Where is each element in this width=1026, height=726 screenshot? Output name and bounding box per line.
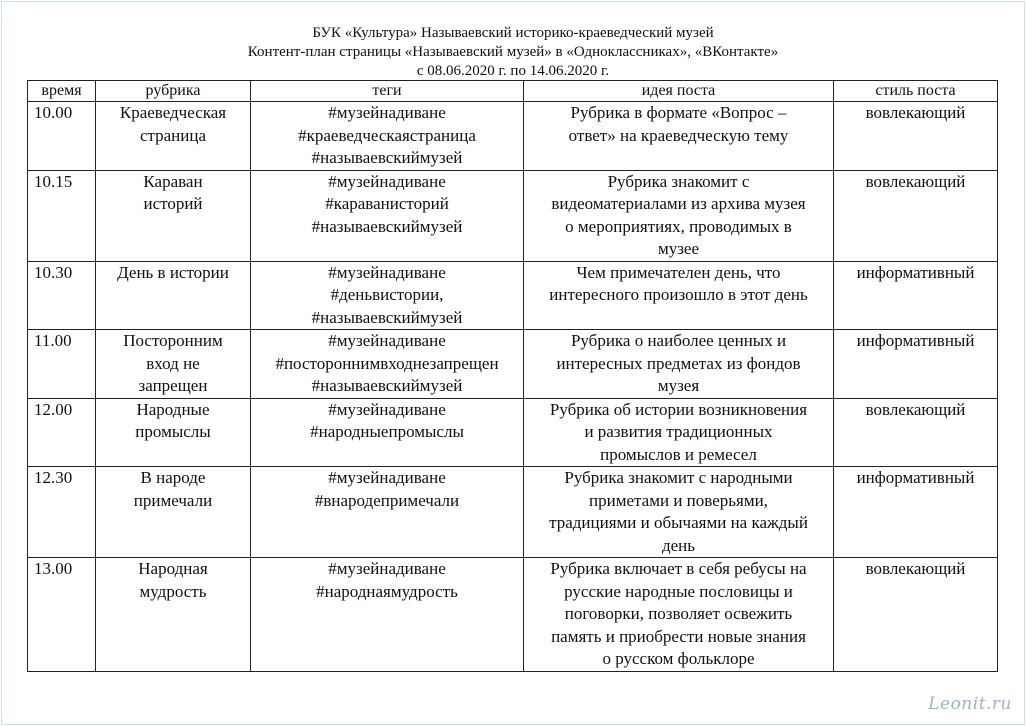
cell-idea: Рубрика знакомит с видеоматериалами из архива музея о мероприятиях, проводимых в музее <box>524 170 834 261</box>
cell-tags: #музейнадиване #внародепримечали <box>251 467 524 558</box>
column-header-tags: теги <box>251 81 524 102</box>
cell-time: 13.00 <box>28 558 96 672</box>
cell-rubric: Посторонним вход не запрещен <box>96 330 251 399</box>
cell-idea: Рубрика включает в себя ребусы на русские народные пословицы и поговорки, позволяет освежить память и приобрести новые знания о русском фольклоре <box>524 558 834 672</box>
watermark-logo: Leonit.ru <box>928 694 1012 714</box>
table-row <box>28 170 998 261</box>
cell-idea: Рубрика знакомит с народными приметами и поверьями, традициями и обычаями на каждый день <box>524 467 834 558</box>
cell-time: 10.30 <box>28 261 96 330</box>
cell-tags: #музейнадиване #народныепромыслы <box>251 398 524 467</box>
cell-tags: #музейнадиване #постороннимвходнезапрещен #называевскиймузей <box>251 330 524 399</box>
cell-rubric: Краеведческая страница <box>96 102 251 171</box>
table-header-row <box>28 81 998 102</box>
cell-idea: Рубрика об истории возникновения и развития традиционных промыслов и ремесел <box>524 398 834 467</box>
cell-rubric: Народная мудрость <box>96 558 251 672</box>
table-row <box>28 102 998 171</box>
document-header <box>0 24 1026 81</box>
table-row <box>28 467 998 558</box>
cell-style: вовлекающий <box>834 102 998 171</box>
cell-style: вовлекающий <box>834 558 998 672</box>
cell-style: вовлекающий <box>834 170 998 261</box>
cell-time: 11.00 <box>28 330 96 399</box>
cell-idea: Рубрика в формате «Вопрос – ответ» на краеведческую тему <box>524 102 834 171</box>
table-row <box>28 398 998 467</box>
table-row <box>28 261 998 330</box>
cell-rubric: Народные промыслы <box>96 398 251 467</box>
cell-time: 12.30 <box>28 467 96 558</box>
column-header-style: стиль поста <box>834 81 998 102</box>
header-period-line: с 08.06.2020 г. по 14.06.2020 г. <box>416 63 610 79</box>
table-row <box>28 330 998 399</box>
column-header-time: время <box>28 81 96 102</box>
column-header-rubric: рубрика <box>96 81 251 102</box>
cell-rubric: Караван историй <box>96 170 251 261</box>
cell-time: 12.00 <box>28 398 96 467</box>
cell-time: 10.00 <box>28 102 96 171</box>
table-row <box>28 558 998 672</box>
cell-tags: #музейнадиване #краеведческаястраница #называевскиймузей <box>251 102 524 171</box>
cell-rubric: День в истории <box>96 261 251 330</box>
header-plan-line: Контент-план страницы «Называевский музей» в «Одноклассниках», «ВКонтакте» <box>247 44 779 60</box>
cell-tags: #музейнадиване #караванисторий #называевскиймузей <box>251 170 524 261</box>
column-header-idea: идея поста <box>524 81 834 102</box>
cell-rubric: В народе примечали <box>96 467 251 558</box>
cell-idea: Чем примечателен день, что интересного произошло в этот день <box>524 261 834 330</box>
cell-style: вовлекающий <box>834 398 998 467</box>
cell-tags: #музейнадиване #народнаямудрость <box>251 558 524 672</box>
content-plan-table <box>27 80 998 672</box>
cell-time: 10.15 <box>28 170 96 261</box>
cell-style: информативный <box>834 330 998 399</box>
header-org-line: БУК «Культура» Называевский историко-краеведческий музей <box>312 25 714 41</box>
cell-style: информативный <box>834 261 998 330</box>
cell-style: информативный <box>834 467 998 558</box>
cell-tags: #музейнадиване #деньвистории, #называевскиймузей <box>251 261 524 330</box>
cell-idea: Рубрика о наиболее ценных и интересных предметах из фондов музея <box>524 330 834 399</box>
